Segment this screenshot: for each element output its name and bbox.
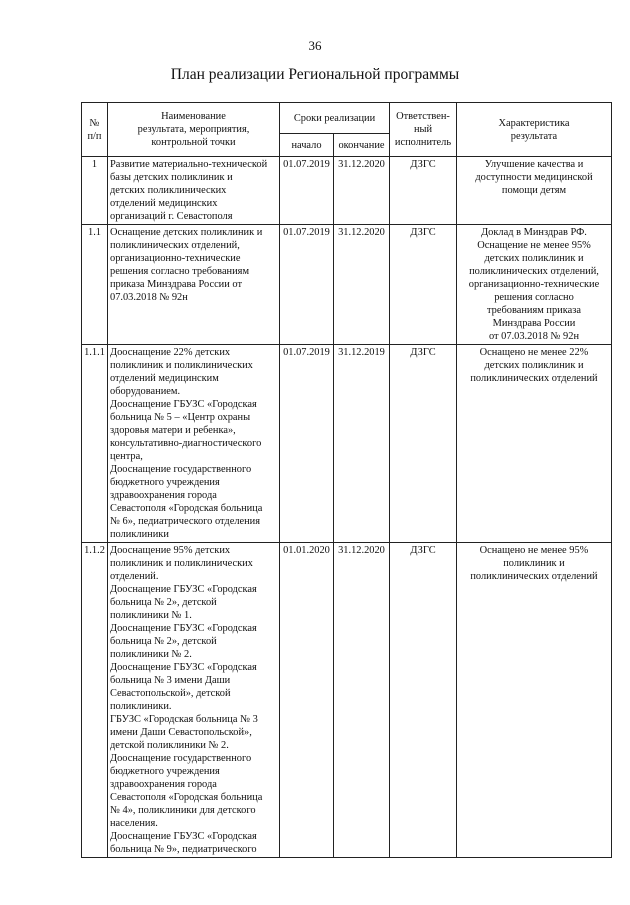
- header-name-line: результата, мероприятия,: [137, 124, 250, 135]
- row-number: 1: [82, 157, 108, 225]
- row-name-line: Дооснащение ГБУЗС «Городская: [110, 831, 257, 842]
- row-name-line: детской поликлиники № 2.: [110, 740, 229, 751]
- row-name-line: Дооснащение ГБУЗС «Городская: [110, 662, 257, 673]
- row-characteristic-line: Оснащено не менее 95%: [479, 545, 589, 556]
- row-name-line: поликлинических отделений,: [110, 240, 240, 251]
- header-end: окончание: [334, 134, 390, 157]
- row-name-line: больница № 2», детской: [110, 597, 217, 608]
- header-num: [82, 103, 108, 157]
- row-name-line: отделений медицинских: [110, 198, 218, 209]
- row-name-line: больница № 5 – «Центр охраны: [110, 412, 251, 423]
- row-characteristic-line: Минздрава России: [492, 318, 576, 329]
- row-name-line: здравоохранения города: [110, 779, 217, 790]
- row-end-date: 31.12.2019: [334, 345, 390, 543]
- row-responsible: ДЗГС: [390, 345, 457, 543]
- row-name-line: Дооснащение государственного: [110, 464, 252, 475]
- table-row: [82, 157, 612, 225]
- row-name-line: поликлиники: [110, 529, 169, 540]
- header-responsible: [390, 103, 457, 157]
- row-name-line: поликлиники № 1.: [110, 610, 192, 621]
- row-characteristic-line: решения согласно: [494, 292, 574, 303]
- row-name-line: ГБУЗС «Городская больница № 3: [110, 714, 258, 725]
- row-name-line: поликлиники.: [110, 701, 172, 712]
- header-responsible-line: ный: [413, 124, 433, 135]
- row-characteristic-line: организационно-технические: [468, 279, 600, 290]
- table-row: [82, 345, 612, 543]
- row-name-line: больница № 2», детской: [110, 636, 217, 647]
- row-name-line: Дооснащение ГБУЗС «Городская: [110, 584, 257, 595]
- header-responsible-line: Ответствен-: [396, 111, 450, 122]
- row-name-line: Дооснащение ГБУЗС «Городская: [110, 623, 257, 634]
- header-characteristic: [457, 103, 612, 157]
- row-name: [108, 345, 280, 543]
- row-characteristic: [457, 225, 612, 345]
- row-name-line: Дооснащение государственного: [110, 753, 252, 764]
- row-name-line: оборудованием.: [110, 386, 181, 397]
- row-characteristic-line: поликлинических отделений: [470, 571, 598, 582]
- header-terms: Сроки реализации: [280, 103, 390, 134]
- row-start-date: 01.07.2019: [280, 225, 334, 345]
- row-name-line: Дооснащение 95% детских: [110, 545, 231, 556]
- row-name-line: центра,: [110, 451, 143, 462]
- row-name: [108, 157, 280, 225]
- row-start-date: 01.07.2019: [280, 157, 334, 225]
- row-number: 1.1: [82, 225, 108, 345]
- row-name-line: № 4», поликлиники для детского: [110, 805, 256, 816]
- row-characteristic-line: Доклад в Минздрав РФ.: [481, 227, 587, 238]
- row-name: [108, 225, 280, 345]
- row-name-line: организационно-технические: [110, 253, 241, 264]
- row-number: 1.1.2: [82, 543, 108, 858]
- row-name-line: населения.: [110, 818, 158, 829]
- row-name-line: базы детских поликлиник и: [110, 172, 233, 183]
- header-name-line: контрольной точки: [151, 137, 236, 148]
- row-name-line: бюджетного учреждения: [110, 766, 220, 777]
- row-characteristic: [457, 543, 612, 858]
- header-num-line: п/п: [87, 130, 102, 142]
- row-name-line: поликлиники № 2.: [110, 649, 192, 660]
- row-characteristic-line: доступности медицинской: [475, 172, 593, 183]
- row-name-line: больница № 9», педиатрического: [110, 844, 257, 855]
- row-characteristic-line: поликлинических отделений,: [469, 266, 599, 277]
- row-name-line: Оснащение детских поликлиник и: [110, 227, 263, 238]
- row-name-line: Развитие материально-технической: [110, 159, 268, 170]
- row-characteristic-line: детских поликлиник и: [484, 253, 584, 264]
- row-responsible: ДЗГС: [390, 225, 457, 345]
- row-responsible: ДЗГС: [390, 543, 457, 858]
- header-num-line: №: [89, 117, 100, 129]
- table-row: [82, 225, 612, 345]
- row-name: [108, 543, 280, 858]
- plan-table: [81, 102, 612, 858]
- row-name-line: здоровья матери и ребенка»,: [110, 425, 236, 436]
- row-name-line: приказа Минздрава России от: [110, 279, 242, 290]
- row-characteristic-line: поликлинических отделений: [470, 373, 598, 384]
- table-row: [82, 543, 612, 858]
- row-name-line: больница № 3 имени Даши: [110, 675, 231, 686]
- page-title: План реализации Региональной программы: [170, 66, 460, 83]
- row-name-line: Севастополя «Городская больница: [110, 503, 263, 514]
- row-end-date: 31.12.2020: [334, 543, 390, 858]
- row-name-line: отделений медицинским: [110, 373, 219, 384]
- row-name-line: отделений.: [110, 571, 159, 582]
- row-name-line: консультативно-диагностического: [110, 438, 262, 449]
- row-name-line: Севастопольской», детской: [110, 688, 231, 699]
- row-end-date: 31.12.2020: [334, 225, 390, 345]
- row-end-date: 31.12.2020: [334, 157, 390, 225]
- row-characteristic-line: детских поликлиник и: [484, 360, 584, 371]
- row-characteristic-line: помощи детям: [501, 185, 567, 196]
- row-number: 1.1.1: [82, 345, 108, 543]
- page-number: 36: [308, 38, 322, 53]
- row-characteristic-line: Оснащено не менее 22%: [479, 347, 589, 358]
- row-name-line: 07.03.2018 № 92н: [110, 292, 188, 303]
- row-start-date: 01.01.2020: [280, 543, 334, 858]
- row-characteristic-line: Оснащение не менее 95%: [477, 240, 591, 251]
- header-characteristic-line: Характеристика: [498, 117, 570, 129]
- row-responsible: ДЗГС: [390, 157, 457, 225]
- row-start-date: 01.07.2019: [280, 345, 334, 543]
- row-characteristic: [457, 345, 612, 543]
- row-name-line: Севастополя «Городская больница: [110, 792, 263, 803]
- row-name-line: № 6», педиатрического отделения: [110, 516, 261, 527]
- header-row: [82, 103, 612, 134]
- row-name-line: поликлиник и поликлинических: [110, 558, 253, 569]
- header-responsible-line: исполнитель: [394, 137, 452, 148]
- row-characteristic-line: от 07.03.2018 № 92н: [488, 331, 579, 342]
- row-name-line: имени Даши Севастопольской»,: [110, 727, 252, 738]
- header-name-line: Наименование: [161, 111, 226, 122]
- row-characteristic: [457, 157, 612, 225]
- row-name-line: Дооснащение ГБУЗС «Городская: [110, 399, 257, 410]
- row-characteristic-line: Улучшение качества и: [484, 159, 584, 170]
- row-name-line: поликлиник и поликлинических: [110, 360, 253, 371]
- header-start: начало: [280, 134, 334, 157]
- row-name-line: Дооснащение 22% детских: [110, 347, 231, 358]
- header-characteristic-line: результата: [510, 130, 558, 142]
- header-name: [108, 103, 280, 157]
- row-name-line: организаций г. Севастополя: [110, 211, 233, 222]
- row-name-line: решения согласно требованиям: [110, 266, 250, 277]
- row-name-line: бюджетного учреждения: [110, 477, 220, 488]
- row-name-line: здравоохранения города: [110, 490, 217, 501]
- row-characteristic-line: поликлиник и: [503, 558, 565, 569]
- row-name-line: детских поликлинических: [110, 185, 227, 196]
- row-characteristic-line: требованиям приказа: [487, 305, 581, 316]
